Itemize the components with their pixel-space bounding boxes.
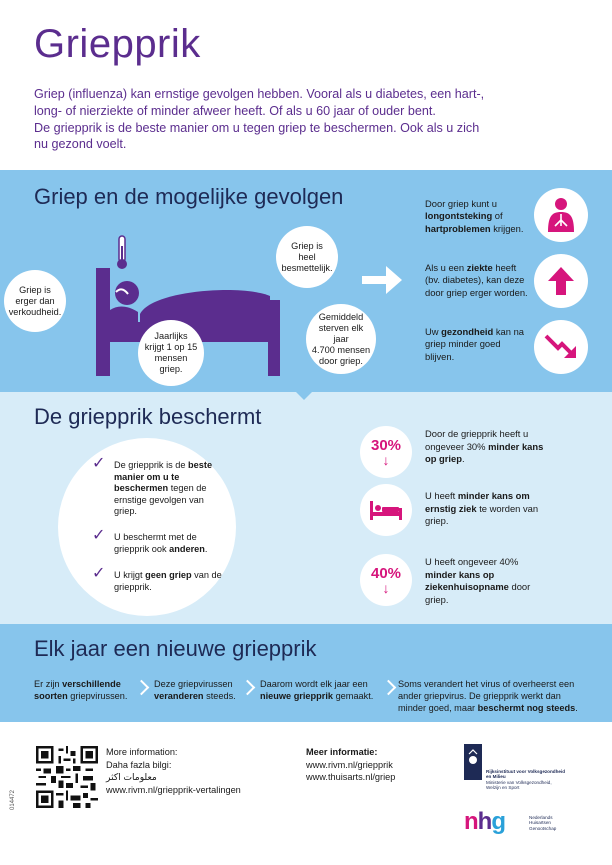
pct-circle-40 [360, 554, 412, 606]
section-title: Elk jaar een nieuwe griepprik [34, 636, 317, 661]
section-title: Griep en de mogelijke gevolgen [34, 184, 344, 209]
arrow-up-icon [534, 254, 588, 308]
bubble-contagious: Griep is heel besmettelijk. [276, 226, 338, 288]
section-divider-notch [290, 386, 318, 400]
step-item: Daarom wordt elk jaar een nieuwe griepprik gemaakt. [260, 679, 374, 701]
step-item: Soms verandert het virus of overheerst een ander griepvirus. De griepprik werkt dan minder goed, maar beschermt nog steeds. [398, 679, 578, 713]
arrow-down-icon: ↓ [382, 451, 390, 468]
section-protection [0, 392, 612, 624]
pct-circle-30 [360, 426, 412, 478]
bed-circle [360, 484, 412, 536]
benefit-less-severe: U heeft minder kans om ernstig ziek te worden van griep. [425, 490, 539, 527]
check-icon: ✓ [92, 527, 106, 544]
government-logo [464, 744, 482, 780]
bubble-worse-than-cold: Griep is erger dan verkoudheid. [4, 270, 66, 332]
translations-info: More information: Daha fazla bilgi: معلومات اكثر www.rivm.nl/griepprik-vertalingen [106, 746, 286, 796]
check-item: ✓ U beschermt met de griepprik ook anderen. [92, 527, 208, 554]
benefit-less-flu: Door de griepprik heeft u ongeveer 30% minder kans op griep. [425, 428, 544, 465]
check-icon: ✓ [92, 565, 106, 582]
intro-line: nu gezond voelt. [34, 137, 127, 152]
government-text: Rijksinstituut voor Volksgezondheid en Milieu Ministerie van Volksgezondheid, Welzijn en Sport [486, 769, 566, 791]
bubble-deaths: Gemiddeld sterven elk jaar 4.700 mensen door griep. [306, 304, 376, 374]
check-item: ✓ De griepprik is de beste manier om u te beschermen tegen de ernstige gevolgen van griep. [92, 455, 213, 517]
intro-text [34, 86, 579, 153]
nhg-text: Nederlands Huisartsen Genootschap [529, 815, 557, 831]
bubble-yearly: Jaarlijks krijgt 1 op 15 mensen griep. [138, 320, 204, 386]
pct-value: 40% [370, 564, 402, 582]
arrow-down-icon: ↓ [382, 579, 390, 596]
consequence-disease: Als u een ziekte heeft (bv. diabetes), kan deze door griep erger worden. [425, 262, 528, 298]
section-yearly [0, 624, 612, 722]
step-item: Er zijn verschillende soorten griepvirussen. [34, 679, 128, 701]
check-icon: ✓ [92, 455, 106, 472]
section-title: De griepprik beschermt [34, 404, 262, 429]
rivm-link[interactable]: www.rivm.nl/griepprik [306, 759, 393, 770]
page-title: Griepprik [34, 22, 201, 66]
intro-line: Griep (influenza) kan ernstige gevolgen hebben. Vooral als u diabetes, een hart-, [34, 87, 485, 101]
thuisarts-link[interactable]: www.thuisarts.nl/griep [306, 772, 396, 783]
more-info: Meer informatie: www.rivm.nl/griepprik www.thuisarts.nl/griep [306, 746, 436, 784]
benefit-less-hospital: U heeft ongeveer 40% minder kans op ziekenhuisopname door griep. [425, 556, 531, 605]
consequence-health: Uw gezondheid kan na griep minder goed blijven. [425, 326, 525, 362]
consequence-lungs: Door griep kunt u longontsteking of hartproblemen krijgen. [425, 198, 524, 234]
intro-line: long- of nierziekte of minder afweer heeft. Of als u 60 jaar of ouder bent. [34, 103, 436, 118]
nhg-logo: nhg [464, 808, 506, 835]
lungs-icon [534, 188, 588, 242]
intro-line: De griepprik is de beste manier om u tegen griep te beschermen. Ook als u zich [34, 120, 480, 135]
trend-down-icon [534, 320, 588, 374]
arrow-right-icon [360, 262, 404, 298]
step-item: Deze griepvirussen veranderen steeds. [154, 679, 236, 701]
section-consequences [0, 170, 612, 392]
pct-value: 30% [370, 436, 402, 454]
qr-code[interactable] [36, 746, 98, 808]
document-code: 014472 [10, 789, 16, 810]
translations-link[interactable]: www.rivm.nl/griepprik-vertalingen [106, 784, 241, 795]
bed-icon [369, 499, 403, 521]
check-item: ✓ U krijgt geen griep van de griepprik. [92, 565, 222, 592]
